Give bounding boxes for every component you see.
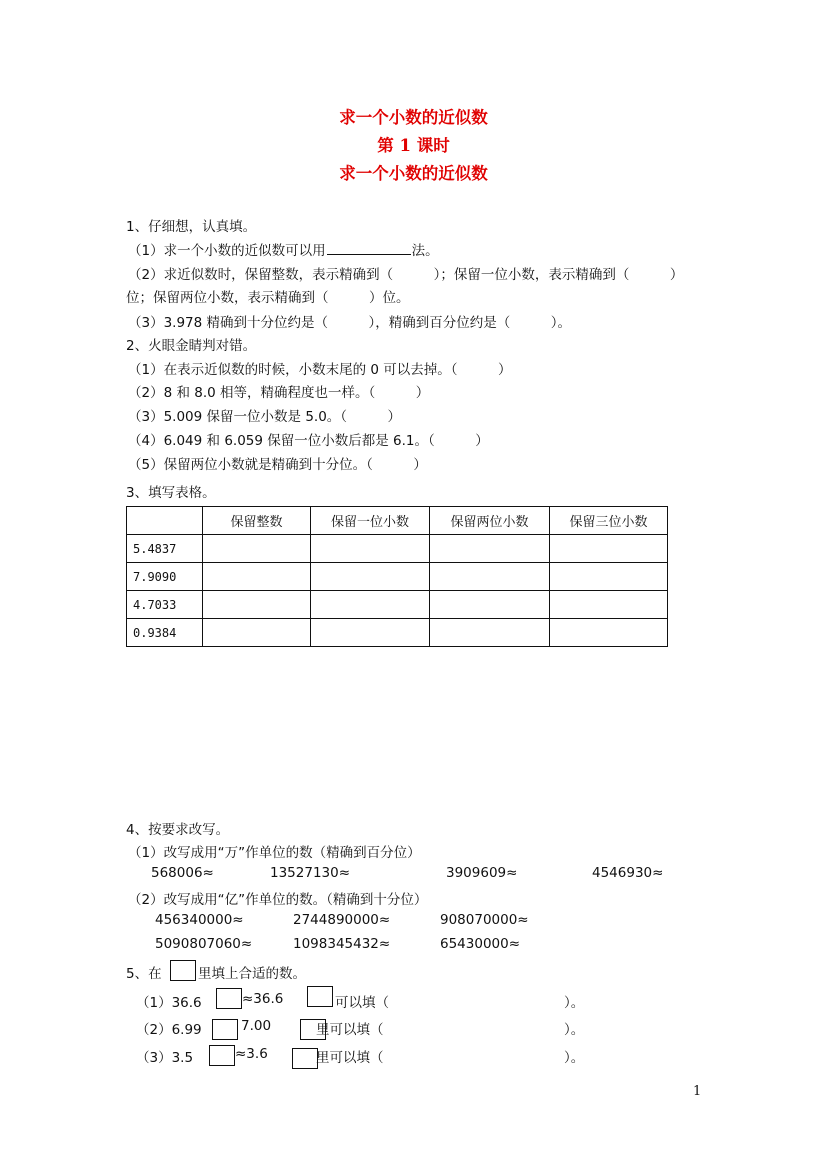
table-row-value: 7.9090 [127,563,203,591]
table-header-row [127,507,668,535]
answer-cell[interactable] [550,563,668,591]
table-row [127,535,668,563]
q2-item-1: （1）在表示近似数的时候，小数末尾的 0 可以去掉。（ ） [128,362,512,378]
yi-item: 65430000≈ [440,936,521,952]
answer-cell[interactable] [430,535,550,563]
answer-box[interactable] [212,1019,238,1040]
yi-item: 908070000≈ [440,912,529,928]
table-row-value: 4.7033 [127,591,203,619]
table-row-value: 5.4837 [127,535,203,563]
answer-box-example [170,960,196,981]
wan-item: 13527130≈ [270,865,351,881]
answer-cell[interactable] [311,535,430,563]
table-header-cell: 保留一位小数 [311,507,430,535]
table-header-cell: 保留两位小数 [430,507,550,535]
answer-cell[interactable] [203,619,311,647]
answer-cell[interactable] [430,591,550,619]
lesson-title: 第 1 课时 [377,136,450,155]
q2-item-2: （2）8 和 8.0 相等，精确程度也一样。（ ） [128,385,430,401]
wan-item: 4546930≈ [592,865,664,881]
q1-item-1-text: （1）求一个小数的近似数可以用 [128,243,326,259]
answer-cell[interactable] [311,563,430,591]
answer-cell[interactable] [550,619,668,647]
q5-item-1-mid: ≈36.6 [242,991,284,1007]
table-row-value: 0.9384 [127,619,203,647]
q4-part-1: （1）改写成用“万”作单位的数（精确到百分位） [128,845,421,861]
answer-cell[interactable] [203,563,311,591]
sub-title: 求一个小数的近似数 [339,164,488,183]
q5-heading-start: 5、在 [126,966,162,982]
answer-blank[interactable] [327,241,411,255]
q5-item-3-label: （3）3.5 [136,1050,194,1066]
q5-item-3-close: ）。 [564,1050,585,1066]
table-header-cell: 保留整数 [203,507,311,535]
yi-item: 1098345432≈ [293,936,391,952]
q1-item-2-cont: 位；保留两位小数，表示精确到（ ）位。 [126,290,410,306]
table-header-cell: 保留三位小数 [550,507,668,535]
main-title: 求一个小数的近似数 [339,108,488,127]
table-row [127,591,668,619]
q1-item-3: （3）3.978 精确到十分位约是（ ），精确到百分位约是（ ）。 [128,315,572,331]
answer-box[interactable] [209,1045,235,1066]
answer-cell[interactable] [430,563,550,591]
table-header-cell [127,507,203,535]
q5-item-3-tail: 里可以填（ [316,1050,384,1066]
answer-cell[interactable] [311,619,430,647]
answer-cell[interactable] [203,591,311,619]
answer-cell[interactable] [203,535,311,563]
table-row [127,619,668,647]
wan-item: 568006≈ [151,865,214,881]
answer-cell[interactable] [430,619,550,647]
q1-item-2: （2）求近似数时，保留整数，表示精确到（ ）；保留一位小数，表示精确到（ ） [128,267,684,283]
wan-item: 3909609≈ [446,865,518,881]
answer-cell[interactable] [311,591,430,619]
q4-part-2: （2）改写成用“亿”作单位的数。（精确到十分位） [128,892,428,908]
q2-heading: 2、火眼金睛判对错。 [126,338,257,354]
yi-item: 456340000≈ [155,912,244,928]
q5-item-2-mid: 7.00 [241,1018,272,1034]
table-row [127,563,668,591]
q2-item-5: （5）保留两位小数就是精确到十分位。（ ） [128,457,427,473]
q2-item-4: （4）6.049 和 6.059 保留一位小数后都是 6.1。（ ） [128,433,489,449]
answer-box[interactable] [307,986,333,1007]
q5-item-1-close: ）。 [564,995,585,1011]
q5-item-2-close: ）。 [564,1022,585,1038]
q5-item-1-label: （1）36.6 [136,995,202,1011]
q2-item-3: （3）5.009 保留一位小数是 5.0。（ ） [128,409,402,425]
page-number: 1 [693,1084,702,1099]
q5-item-2-tail: 里可以填（ [316,1022,384,1038]
rounding-table [126,506,668,647]
q5-item-1-tail: 可以填（ [335,995,389,1011]
answer-box[interactable] [216,988,242,1009]
answer-cell[interactable] [550,591,668,619]
q5-item-2-label: （2）6.99 [136,1022,202,1038]
yi-item: 2744890000≈ [293,912,391,928]
q5-item-3-mid: ≈3.6 [235,1046,268,1062]
q1-item-1-end: 法。 [411,243,439,259]
answer-box[interactable] [292,1048,318,1069]
q1-item-1 [128,239,439,259]
q5-heading-end: 里填上合适的数。 [198,966,306,982]
q3-heading: 3、填写表格。 [126,485,216,501]
yi-item: 5090807060≈ [155,936,253,952]
q4-heading: 4、按要求改写。 [126,822,230,838]
answer-cell[interactable] [550,535,668,563]
q1-heading: 1、仔细想，认真填。 [126,219,257,235]
